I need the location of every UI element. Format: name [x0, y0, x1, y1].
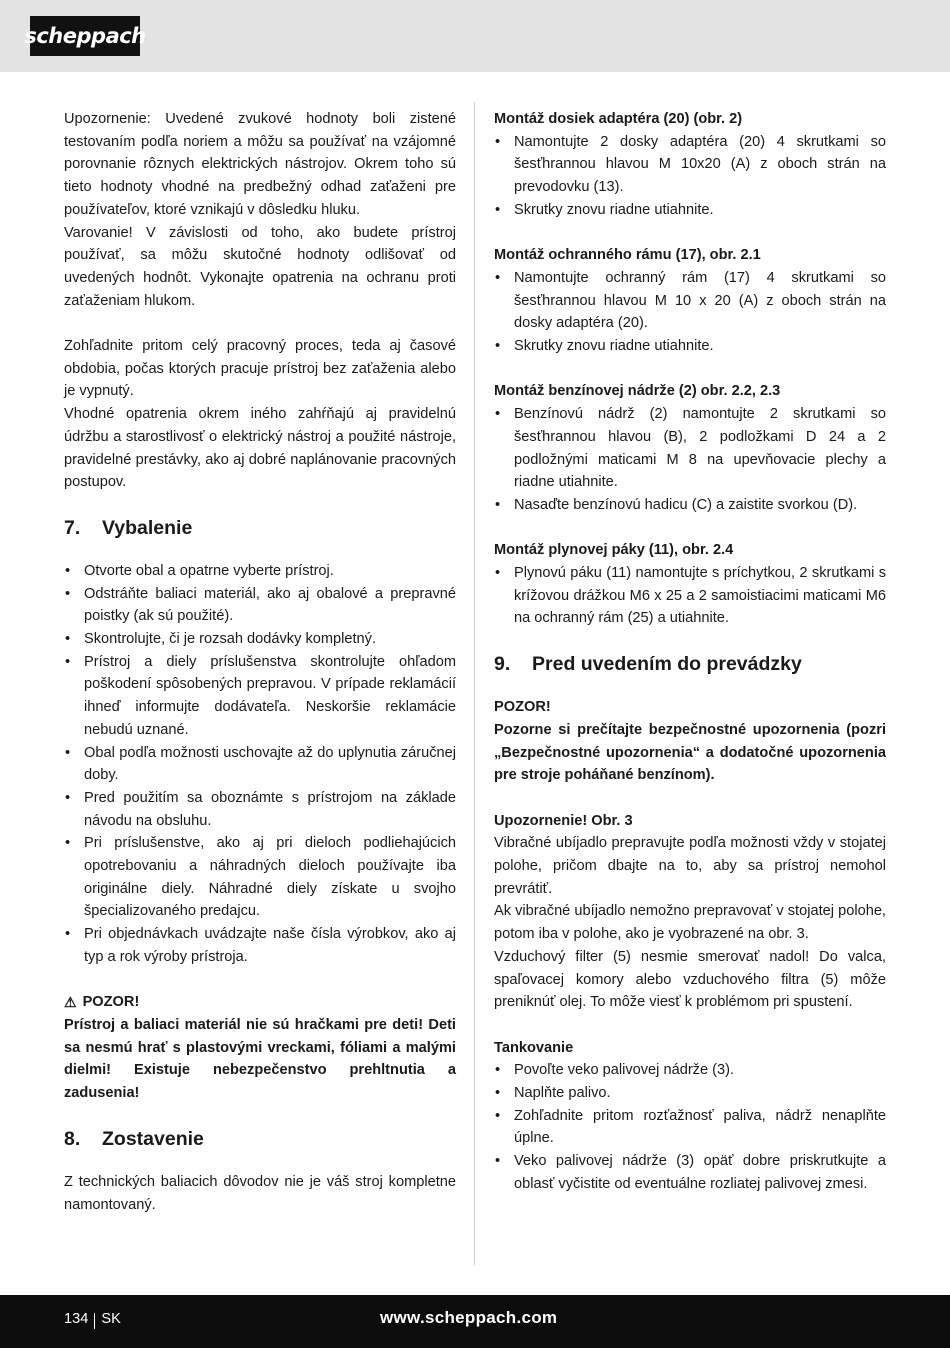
- lever-heading: Montáž plynovej páky (11), obr. 2.4: [494, 542, 734, 559]
- page-header: [0, 0, 950, 72]
- note-paragraph-2: Ak vibračné ubíjadlo nemožno prepravovať v stojatej polohe, potom iba v polohe, ako je vyobrazené na obr. 3.: [494, 903, 886, 943]
- page-info: [64, 1311, 121, 1329]
- list-item: • Pri príslušenstve, ako aj pri dieloch podliehajúcich opotrebovaniu a náhradných dieloch používajte iba originálne diely. Náhradné diely získate u svojho špecializovaného predajcu.: [64, 832, 456, 923]
- section-number: 8.: [64, 1127, 81, 1150]
- warning-heading: [64, 991, 456, 1014]
- right-column: [494, 108, 886, 1196]
- caution-text: Pozorne si prečítajte bezpečnostné upozornenia (pozri „Bezpečnostné upozornenia“ a dodatočné upozornenia pre stroje poháňané benzínom).: [494, 721, 886, 784]
- section-7-heading: [64, 515, 456, 541]
- frame-heading: Montáž ochranného rámu (17), obr. 2.1: [494, 247, 761, 264]
- page-number: 134: [64, 1311, 89, 1327]
- fuel-list: [494, 1059, 886, 1195]
- noise-warning-paragraph: Varovanie! V závislosti od toho, ako budete prístroj používať, sa môžu skutočné hodnoty odlišovať od uvedených hodnôt. Vykonajte opatrenia na ochranu proti zaťaženiam hlukom.: [64, 224, 456, 309]
- list-item: • Namontujte ochranný rám (17) 4 skrutkami so šesťhrannou hlavou M 10 x 20 (A) z oboch strán na dosky adaptéra (20).: [494, 267, 886, 335]
- website-url: www.scheppach.com: [380, 1308, 558, 1327]
- left-column: [64, 108, 456, 1216]
- tank-heading: Montáž benzínovej nádrže (2) obr. 2.2, 2.3: [494, 383, 781, 400]
- section-number: 9.: [494, 653, 511, 676]
- warning-triangle-icon: ⚠: [64, 994, 77, 1011]
- section-title: Pred uvedením do prevádzky: [532, 653, 802, 676]
- fuel-heading: Tankovanie: [494, 1039, 574, 1056]
- list-item: • Pred použitím sa oboznámte s prístrojom na základe návodu na obsluhu.: [64, 787, 456, 832]
- page-footer: [0, 1295, 950, 1348]
- list-item: • Skrutky znovu riadne utiahnite.: [494, 335, 886, 358]
- list-item: • Obal podľa možnosti uschovajte až do uplynutia záručnej doby.: [64, 742, 456, 787]
- list-item: • Povoľte veko palivovej nádrže (3).: [494, 1059, 886, 1082]
- measures-paragraph: Vhodné opatrenia okrem iného zahŕňajú aj pravidelnú údržbu a starostlivosť o elektrický nástroj a použité nástroje, pravidelné prestávky, ako aj dobré naplánovanie pracovných postupov.: [64, 406, 456, 491]
- list-item: • Zohľadnite pritom rozťažnosť paliva, nádrž nenaplňte úplne.: [494, 1105, 886, 1150]
- brand-logo: scheppach: [30, 16, 140, 56]
- assembly-paragraph: Z technických baliacich dôvodov nie je váš stroj kompletne namontovaný.: [64, 1173, 456, 1213]
- section-title: Zostavenie: [102, 1127, 204, 1150]
- note-paragraph-1: Vibračné ubíjadlo prepravujte podľa možnosti vždy v stojatej polohe, pričom dbajte na to, aby sa prístroj nemohol prevrátiť.: [494, 835, 886, 897]
- lever-list: [494, 562, 886, 630]
- list-item: • Plynovú páku (11) namontujte s príchytkou, 2 skrutkami s krížovou drážkou M6 x 25 a 2 samoistiacimi maticami M6 na ochranný rám (25) a utiahnite.: [494, 562, 886, 630]
- section-title: Vybalenie: [102, 516, 193, 539]
- list-item: • Nasaďte benzínovú hadicu (C) a zaistite svorkou (D).: [494, 494, 886, 517]
- note-heading: Upozornenie! Obr. 3: [494, 812, 633, 829]
- list-item: • Veko palivovej nádrže (3) opäť dobre priskrutkujte a oblasť vyčistite od eventuálne rozliatej palivovej zmesi.: [494, 1150, 886, 1195]
- tank-list: [494, 403, 886, 517]
- column-divider: [474, 102, 475, 1265]
- list-item: • Otvorte obal a opatrne vyberte prístroj.: [64, 560, 456, 583]
- section-8-heading: [64, 1126, 456, 1152]
- note-paragraph-3: Vzduchový filter (5) nesmie smerovať nadol! Do valca, spaľovacej komory alebo vzduchového filtra (5) môže preniknúť olej. To môže viesť k problémom pri spustení.: [494, 948, 886, 1011]
- list-item: • Namontujte 2 dosky adaptéra (20) 4 skrutkami so šesťhrannou hlavou M 10x20 (A) z oboch strán na prevodovku (13).: [494, 131, 886, 199]
- list-item: • Skontrolujte, či je rozsah dodávky kompletný.: [64, 628, 456, 651]
- warning-title: POZOR!: [82, 994, 140, 1011]
- language-code: SK: [101, 1311, 121, 1327]
- list-item: • Prístroj a diely príslušenstva skontrolujte ohľadom poškodení spôsobených prepravou. V prípade reklamácií ihneď informujte dodávateľa. Neskoršie reklamácie nebudú uznané.: [64, 651, 456, 742]
- list-item: • Naplňte palivo.: [494, 1082, 886, 1105]
- separator: [94, 1313, 95, 1329]
- noise-note-paragraph: Upozornenie: Uvedené zvukové hodnoty boli zistené testovaním podľa noriem a môžu sa používať na vzájomné porovnanie rôznych elektrických nástrojov. Okrem toho sú tieto hodnoty vhodné na predbežný odhad zaťaženi pre používateľov, ktoré vznikajú v dôsledku hluku.: [64, 111, 456, 218]
- section-number: 7.: [64, 516, 81, 539]
- list-item: • Skrutky znovu riadne utiahnite.: [494, 199, 886, 222]
- list-item: • Pri objednávkach uvádzajte naše čísla výrobkov, ako aj typ a rok výroby prístroja.: [64, 923, 456, 968]
- list-item: • Benzínovú nádrž (2) namontujte 2 skrutkami so šesťhrannou hlavou (B), 2 podložkami D 24 a 2 podložnými maticami M 8 na upevňovacie plechy a riadne utiahnite.: [494, 403, 886, 494]
- unpacking-list: [64, 560, 456, 969]
- work-process-paragraph: Zohľadnite pritom celý pracovný proces, teda aj časové obdobia, počas ktorých pracuje prístroj bez zaťaženia alebo je vypnutý.: [64, 338, 456, 400]
- section-9-heading: [494, 651, 886, 677]
- adapter-heading: Montáž dosiek adaptéra (20) (obr. 2): [494, 111, 743, 127]
- caution-title: POZOR!: [494, 699, 551, 716]
- adapter-list: [494, 131, 886, 222]
- frame-list: [494, 267, 886, 358]
- warning-text: Prístroj a baliaci materiál nie sú hračkami pre deti! Deti sa nesmú hrať s plastovými vreckami, fóliami a malými dielmi! Existuje nebezpečenstvo prehltnutia a zadusenia!: [64, 1016, 456, 1102]
- list-item: • Odstráňte baliaci materiál, ako aj obalové a prepravné poistky (ak sú použité).: [64, 583, 456, 628]
